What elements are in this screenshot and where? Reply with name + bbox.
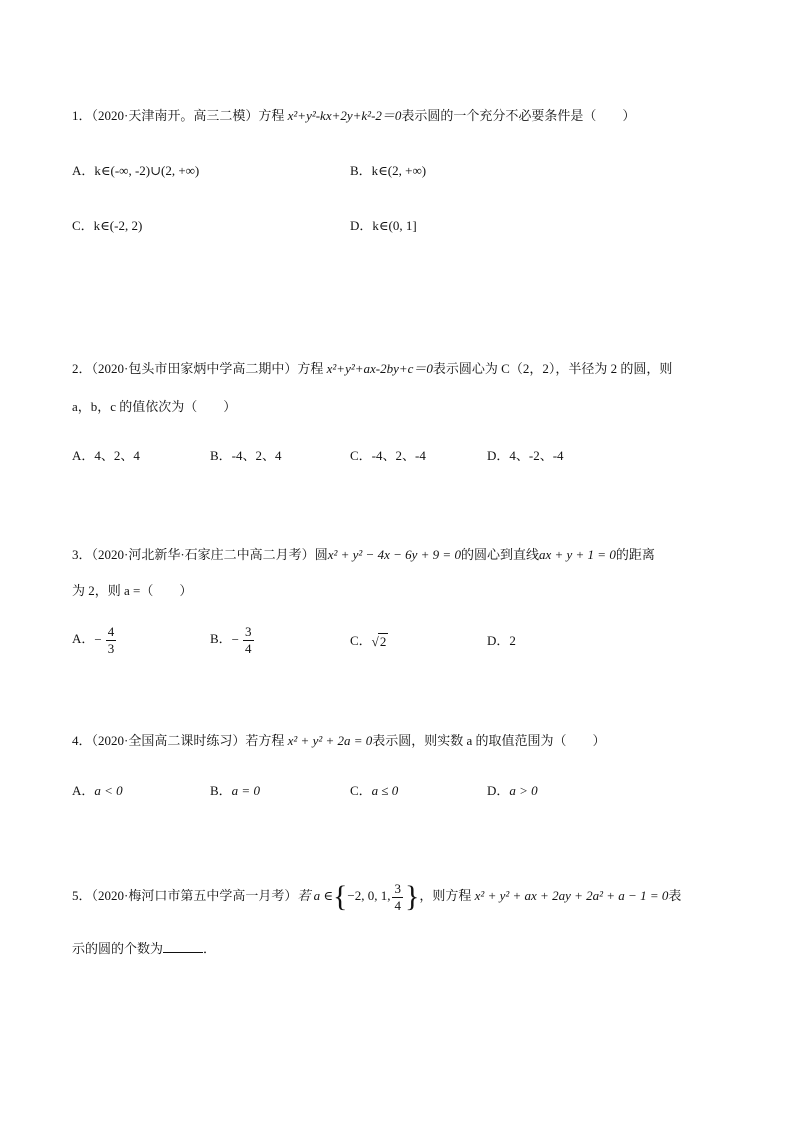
option-b: B．− $\frac{3}{4}$ bbox=[210, 623, 252, 656]
fraction: $\frac{3}{4}$ bbox=[394, 880, 401, 913]
question-number: 4． bbox=[72, 733, 92, 748]
circle-equation: x² + y² − 4x − 6y + 9 = 0 bbox=[327, 547, 461, 562]
question-source: （2020·全国高二课时练习） bbox=[91, 733, 246, 748]
option-b: B．k∈(2, +∞) bbox=[350, 163, 427, 178]
option-c: C．√2 bbox=[350, 633, 387, 650]
option-d: D．a > 0 bbox=[487, 783, 538, 798]
equation: x² + y² + ax + 2ay + 2a² + a − 1 = 0 bbox=[474, 888, 669, 903]
answer-blank[interactable] bbox=[163, 940, 203, 953]
question-2-stem: 2．（2020·包头市田家炳中学高二期中）方程 x²+y²+ax-2by+c＝0表示圆心为 C（2，2），半径为 2 的圆，则 bbox=[72, 361, 673, 376]
option-d: D．4、-2、-4 bbox=[487, 448, 564, 463]
line-equation: ax + y + 1 = 0 bbox=[538, 547, 616, 562]
option-c: C．-4、2、-4 bbox=[350, 448, 426, 463]
right-brace: } bbox=[404, 880, 420, 914]
question-1-stem: 1．（2020·天津南开。高三二模）方程 x²+y²-kx+2y+k²-2＝0表示圆的一个充分不必要条件是（ ） bbox=[72, 108, 636, 123]
option-b: B．a = 0 bbox=[210, 783, 260, 798]
question-number: 3． bbox=[72, 547, 92, 562]
equation: x²+y²+ax-2by+c＝0 bbox=[326, 361, 433, 376]
option-a: A．4、2、4 bbox=[72, 448, 140, 463]
set-items: −2, 0, 1, bbox=[347, 888, 391, 903]
option-b: B．-4、2、4 bbox=[210, 448, 282, 463]
equation: x² + y² + 2a = 0 bbox=[287, 733, 373, 748]
question-source: （2020·梅河口市第五中学高一月考） bbox=[91, 888, 298, 903]
option-c: C．k∈(-2, 2) bbox=[72, 218, 143, 233]
question-5-stem-line2: 示的圆的个数为 ． bbox=[72, 941, 217, 956]
option-c: C．a ≤ 0 bbox=[350, 783, 399, 798]
fraction: $\frac{4}{3}$ bbox=[107, 623, 115, 656]
option-d: D．2 bbox=[487, 633, 516, 648]
question-2-stem-line2: a，b，c 的值依次为（ ） bbox=[72, 399, 237, 414]
fraction: $\frac{3}{4}$ bbox=[245, 623, 252, 656]
question-3-stem: 3．（2020·河北新华·石家庄二中高二月考）圆x² + y² − 4x − 6y + 9 = 0的圆心到直线ax + y + 1 = 0的距离 bbox=[72, 547, 655, 562]
left-brace: { bbox=[332, 880, 348, 914]
question-3-stem-line2: 为 2，则 a =（ ） bbox=[72, 583, 193, 598]
square-root: √2 bbox=[371, 634, 387, 650]
question-4-stem: 4．（2020·全国高二课时练习）若方程 x² + y² + 2a = 0表示圆，则实数 a 的取值范围为（ ） bbox=[72, 733, 606, 748]
question-number: 1． bbox=[72, 108, 92, 123]
option-d: D．k∈(0, 1] bbox=[350, 218, 417, 233]
question-5-stem: 5．（2020·梅河口市第五中学高一月考）若 a ∈{−2, 0, 1, $\frac{3}{4}$ }，则方程 x² + y² + ax + 2ay + 2a² + a − 1 = 0表 bbox=[72, 880, 682, 914]
option-a: A．k∈(-∞, -2)∪(2, +∞) bbox=[72, 163, 200, 178]
question-source: （2020·河北新华·石家庄二中高二月考） bbox=[91, 547, 315, 562]
question-source: （2020·包头市田家炳中学高二期中） bbox=[91, 361, 298, 376]
option-a: A．− $\frac{4}{3}$ bbox=[72, 623, 115, 656]
question-number: 2． bbox=[72, 361, 92, 376]
option-a: A．a < 0 bbox=[72, 783, 123, 798]
equation: x²+y²-kx+2y+k²-2＝0 bbox=[287, 108, 402, 123]
question-number: 5． bbox=[72, 888, 92, 903]
question-source: （2020·天津南开。高三二模） bbox=[91, 108, 259, 123]
